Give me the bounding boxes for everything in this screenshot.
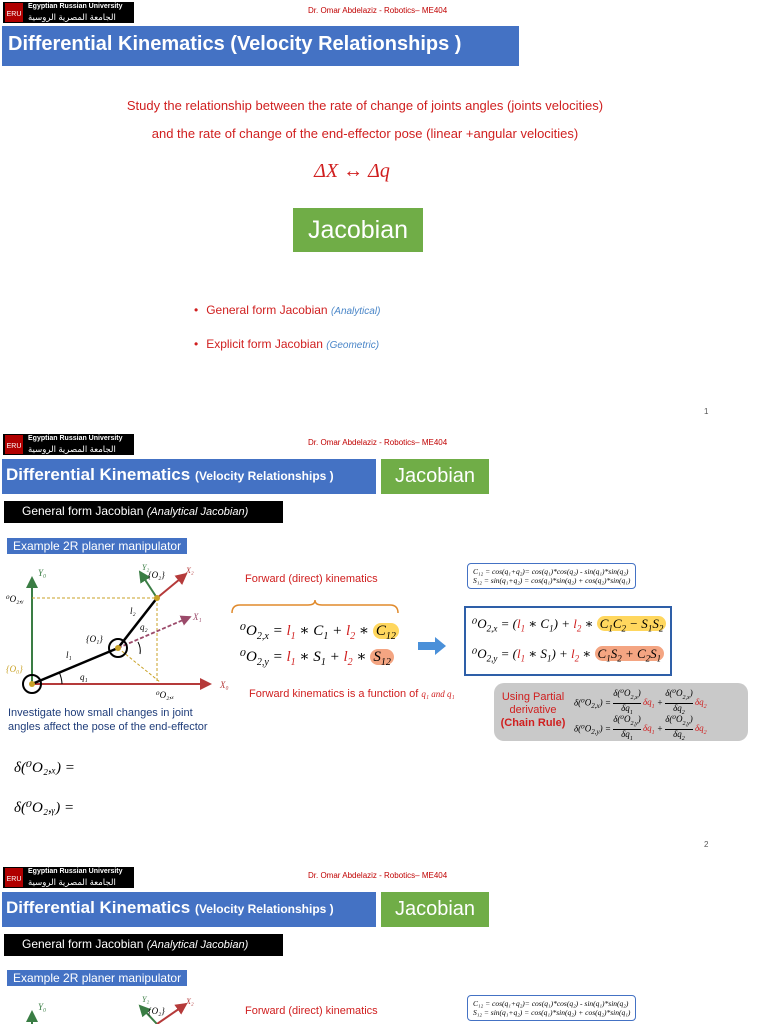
chain-rule-eq-x: $\delta(^0O_{2,x})$ = $\delta(^0O_{2,x})$ $\delta q_1$ $\delta q_1$ + $\delta(^0O_{2,x})$ $\delta q_2$ $\delta q_2$ (574, 688, 707, 716)
university-name-ar: الجامعة المصرية الروسية (28, 444, 116, 454)
general-form-bar: General form Jacobian (Analytical Jacobian) (4, 934, 283, 956)
university-name-en: Egyptian Russian University (28, 868, 123, 875)
header-credit: Dr. Omar Abdelaziz - Robotics– ME404 (308, 438, 448, 447)
svg-text:ERU: ERU (6, 11, 22, 18)
example-label: Example 2R planer manipulator (7, 970, 187, 986)
bullet-explicit-form: • Explicit form Jacobian (Geometric) (194, 337, 380, 351)
university-name-ar: الجامعة المصرية الروسية (28, 877, 116, 887)
svg-text:Y₂: Y₂ (142, 995, 150, 1004)
page-number: 2 (704, 840, 709, 849)
trig-identities: C₁₂ = cos(q₁+q₂)= cos(q₁)*cos(q₂) - sin(q₁)*sin(q₂) S₁₂ = sin(q₁+q₂) = cos(q₁)*sin(q₂) + cos(q₂)*sin(q₁) (467, 563, 636, 589)
jacobian-badge: Jacobian (381, 892, 489, 927)
svg-text:⁰O₂,ᵧ: ⁰O₂,ᵧ (6, 594, 24, 604)
expanded-eq-y: $^0O_{2,y} = (l_1$ ∗ $S_1) + l_2$ ∗ $C_1S_2 + C_2S_1$ (472, 646, 664, 664)
fk-function-note: Forward kinematics is a function of q₁ and q₁ (249, 688, 455, 700)
university-name-en: Egyptian Russian University (28, 435, 123, 442)
svg-text:q₁: q₁ (80, 672, 88, 682)
svg-text:⁰O₂,ₓ: ⁰O₂,ₓ (156, 690, 175, 700)
jacobian-badge: Jacobian (381, 459, 489, 494)
example-label: Example 2R planer manipulator (7, 538, 187, 554)
slide-title: Differential Kinematics (Velocity Relationships ) (2, 892, 376, 927)
header-credit: Dr. Omar Abdelaziz - Robotics– ME404 (308, 6, 448, 15)
eru-logo-icon (5, 3, 23, 22)
svg-text:X₁: X₁ (193, 612, 202, 622)
intro-line-2: and the rate of change of the end-effector pose (linear +angular velocities) (151, 126, 579, 141)
manipulator-diagram-partial (0, 994, 235, 1024)
svg-text:q₂: q₂ (140, 622, 148, 632)
link-1 (32, 648, 118, 684)
investigate-note: Investigate how small changes in joint angles affect the pose of the end-effector (8, 707, 208, 733)
expanded-fk-box (464, 606, 672, 676)
arrow-right-icon (418, 637, 446, 655)
svg-text:X₂: X₂ (186, 997, 194, 1006)
university-logo (3, 2, 134, 23)
chain-rule-eq-y: $\delta(^0O_{2,y})$ = $\delta(^0O_{2,y})$ $\delta q_1$ $\delta q_1$ + $\delta(^0O_{2,y})$ $\delta q_2$ $\delta q_2$ (574, 714, 707, 742)
university-name-en: Egyptian Russian University (28, 3, 123, 10)
general-form-bar: General form Jacobian (Analytical Jacobian) (4, 501, 283, 523)
slide-title: Differential Kinematics (Velocity Relationships ) (2, 459, 376, 494)
slide-title: Differential Kinematics (Velocity Relationships ) (2, 26, 519, 66)
fk-eq-y: $^0O_{2,y} = l_1$ ∗ $S_1 + l_2$ ∗ $S_{12}$ (240, 647, 394, 668)
svg-text:{O₁}: {O₁} (86, 634, 103, 644)
svg-text:Y₀: Y₀ (38, 1002, 47, 1012)
intro-line-1: Study the relationship between the rate of change of joints angles (joints velocities) (126, 98, 604, 113)
chain-rule-label: Using Partial derivative (Chain Rule) (500, 691, 566, 729)
eru-logo-icon (5, 435, 23, 454)
svg-text:X₀: X₀ (220, 680, 229, 690)
svg-text:ERU: ERU (6, 876, 22, 883)
end-effector (154, 595, 160, 601)
delta-oy-eq: δ(⁰O₂,ᵧ) = (14, 800, 75, 816)
manipulator-diagram (0, 560, 235, 705)
svg-text:X₂: X₂ (186, 566, 194, 575)
expanded-eq-x: $^0O_{2,x} = (l_1$ ∗ $C_1) + l_2$ ∗ $C_1C_2 - S_1S_2$ (472, 616, 666, 634)
svg-text:{O₂}: {O₂} (148, 1006, 165, 1016)
bullet-general-form: • General form Jacobian (Analytical) (194, 303, 381, 317)
fk-eq-x: $^0O_{2,x} = l_1$ ∗ $C_1 + l_2$ ∗ $C_{12}$ (240, 621, 399, 642)
delta-relation: ΔX ↔ Δq (314, 160, 390, 182)
page-number: 1 (704, 407, 709, 416)
svg-text:{O₂}: {O₂} (148, 570, 165, 580)
delta-ox-eq: δ(⁰O₂,ₓ) = (14, 760, 75, 776)
trig-identities: C₁₂ = cos(q₁+q₂)= cos(q₁)*cos(q₂) - sin(q₁)*sin(q₂) S₁₂ = sin(q₁+q₂) = cos(q₁)*sin(q₂) + cos(q₂)*sin(q₁) (467, 995, 636, 1021)
fk-label: Forward (direct) kinematics (245, 573, 378, 585)
university-logo (3, 867, 134, 888)
university-logo (3, 434, 134, 455)
eru-logo-icon (5, 868, 23, 887)
jacobian-badge: Jacobian (293, 208, 423, 252)
header-credit: Dr. Omar Abdelaziz - Robotics– ME404 (308, 871, 448, 880)
svg-text:l₁: l₁ (66, 650, 72, 660)
svg-text:l₂: l₂ (130, 606, 136, 616)
university-name-ar: الجامعة المصرية الروسية (28, 12, 116, 22)
brace-icon (230, 599, 400, 615)
svg-text:{O₀}: {O₀} (6, 664, 23, 674)
fk-label: Forward (direct) kinematics (245, 1005, 378, 1017)
chain-rule-box (494, 683, 748, 741)
slide-1 (0, 0, 768, 432)
svg-text:Y₂: Y₂ (142, 563, 150, 572)
slide-3 (0, 864, 768, 1024)
slide-2 (0, 432, 768, 864)
svg-text:Y₀: Y₀ (38, 568, 47, 578)
svg-text:ERU: ERU (6, 443, 22, 450)
